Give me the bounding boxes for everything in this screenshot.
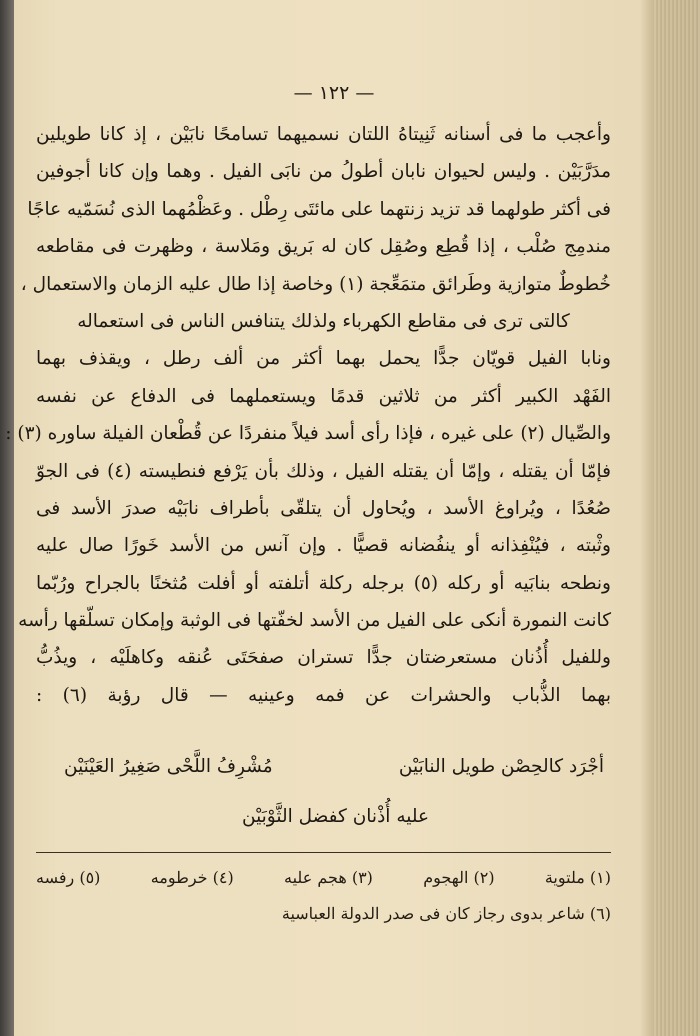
text-line: فى أكثر طولهما قد تزيد زنتهما على مائتَى رِطْل . وعَظْمُهما الذى نُسَمّيه عاجًا xyxy=(27,198,611,220)
text-line: والصِّيال (٢) على غيره ، فإذا رأى أسد فيلاً منفردًا عن قُطْعان الفيلة ساوره (٣) : xyxy=(5,423,611,445)
body-text xyxy=(5,116,611,714)
text-line: ونطحه بنابَيه أو ركله (٥) برجله ركلة أتلفته أو أفلت مُثخنًا بالجراح ورُبّما xyxy=(36,572,611,594)
text-line: وثْبته ، فيُنْفِذانه أو ينفُضانه قصيًّا . وإن آنس من الأسد خَورًا صال عليه xyxy=(36,535,611,557)
text-line: فإمّا أن يقتله ، وإمّا أن يقتله الفيل ، وذلك بأن يَرْفع فنطيسته (٤) فى الجوّ xyxy=(36,460,611,482)
footnote-row xyxy=(36,896,611,932)
text-line: صُعُدًا ، ويُراوغ الأسد ، ويُحاول أن يتلقّى بأطراف نابَيْه صدرَ الأسد فى xyxy=(36,497,611,519)
footnote: (٣) هجم عليه xyxy=(284,868,373,887)
footnote-divider xyxy=(36,852,611,853)
footnote: (١) ملتوية xyxy=(544,868,611,887)
verse-hemistich-right: أجْرَد كالحِصْن طويل النابَيْن xyxy=(398,756,604,777)
footnotes xyxy=(36,860,611,932)
text-line: خُطوطٌ متوازية وطَرائق متمَعِّجة (١) وخاصة إذا طال عليه الزمان والاستعمال ، xyxy=(20,273,611,295)
footnote-row xyxy=(36,860,611,896)
footnote: (٦) شاعر بدوى رجاز كان فى صدر الدولة العباسية xyxy=(281,904,611,923)
verse-hemistich-right: عليه أُذْنان كفضل الثَّوْبَيْن xyxy=(241,806,429,827)
footnote: (٤) خرطومه xyxy=(150,868,234,887)
footnote: (٥) رفسه xyxy=(36,868,101,887)
verse-hemistich-left: مُشْرِفُ اللَّحْى صَغِيرُ العَيْنَيْن xyxy=(64,756,273,777)
text-line: مندمِج صُلْب ، إذا قُطِع وصُقِل كان له بَريق ومَلاسة ، وظهرت فى مقاطعه xyxy=(36,236,611,258)
page-number: — ١٢٢ — xyxy=(293,82,375,104)
text-line: وأعجب ما فى أسنانه ثَنِيتاهُ اللتان نسميهما تسامحًا نابَيْن ، إذ كانا طويلين xyxy=(36,124,611,145)
text-line: كانت النمورة أنكى على الفيل من الأسد لخفّتها فى الوثبة وإمكان تسلّقها رأسه xyxy=(18,610,611,632)
text-line: ونابا الفيل قويّان جدًّا يحمل بهما أكثر من ألف رطل ، ويقذف بهما xyxy=(36,348,611,370)
footnote: (٢) الهجوم xyxy=(423,868,495,887)
text-line: مدَرَّبَيْن . وليس لحيوان نابان أطولُ من نابَى الفيل . وهما وإن كانا أجوفين xyxy=(36,161,611,183)
text-line: وللفيل أُذُنان مستعرضتان جدًّا تستران صفحَتَى عُنقه وكاهلَيْه ، ويذُبُّ xyxy=(36,647,611,669)
page-edges xyxy=(654,0,700,1036)
text-line: الفَهْد الكبير أكثر من ثلاثين قدمًا ويستعملهما فى الدفاع عن نفسه xyxy=(36,385,611,407)
text-line: بهما الذُّباب والحشرات عن فمه وعينيه — قال رؤبة (٦) : xyxy=(36,684,611,706)
binding-shadow xyxy=(0,0,14,1036)
book-page xyxy=(5,0,654,1036)
text-line: كالتى ترى فى مقاطع الكهرباء ولذلك يتنافس الناس فى استعماله xyxy=(77,310,570,332)
